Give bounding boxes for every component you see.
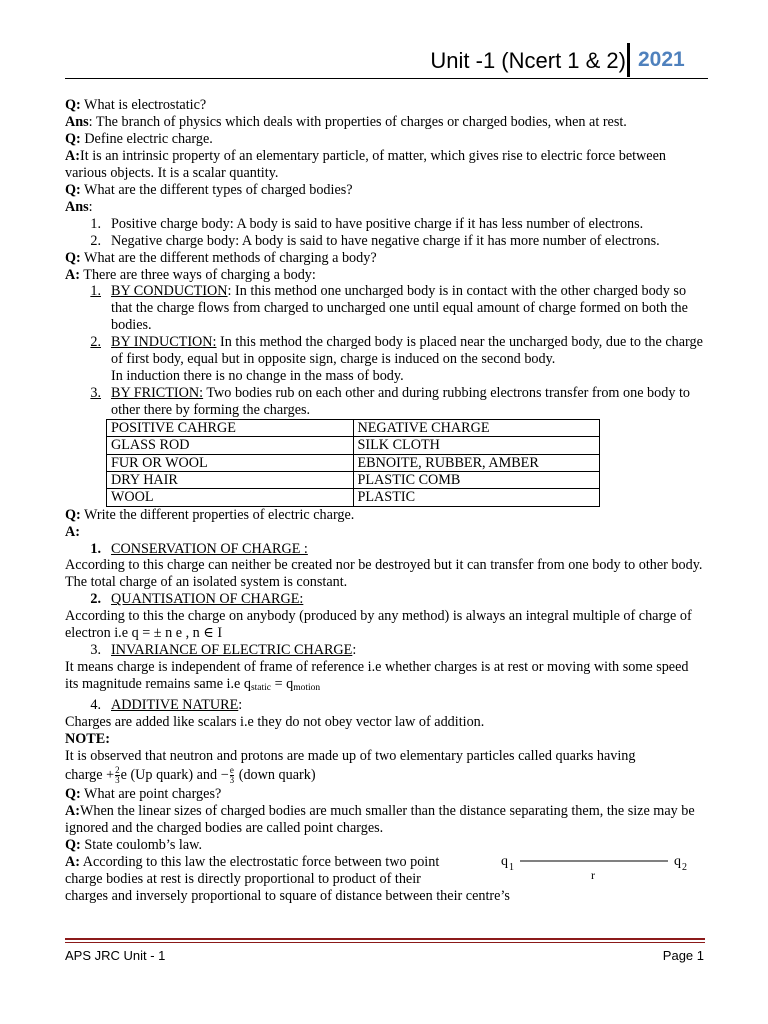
question-2: [65, 131, 705, 148]
method-title: BY INDUCTION:: [111, 334, 217, 351]
frac-num: e: [229, 765, 234, 776]
property-text: [65, 659, 705, 697]
quark-charges: [65, 765, 705, 786]
property-text: Charges are added like scalars i.e they do not obey vector law of addition.: [65, 714, 485, 731]
list-number: 1.: [90, 540, 101, 557]
table-row: [107, 437, 600, 454]
footer-left: APS JRC Unit - 1: [65, 948, 166, 963]
property-text: According to this charge can neither be created nor be destroyed but it can transfer from one body to other body. The total charge of an isolated system is constant.: [65, 557, 703, 591]
frac-den: 3: [115, 775, 120, 786]
list-item: [65, 233, 705, 250]
q-text: State coulomb’s law.: [80, 836, 202, 853]
frac-den: 3: [229, 775, 235, 786]
q-label: Q:: [65, 785, 81, 802]
list-item: [65, 283, 705, 334]
footer-rule-thin: [65, 942, 705, 943]
list-item: [65, 334, 705, 385]
q-label: Q:: [65, 130, 81, 147]
q1-subscript: 1: [509, 861, 514, 873]
q2-subscript: 2: [682, 861, 687, 873]
answer-line: charge bodies at rest is directly proportional to product of their: [65, 870, 421, 887]
a-label: A:: [65, 853, 80, 870]
table-cell: SILK CLOTH: [353, 437, 600, 454]
answer-1: [65, 114, 705, 131]
note-text: It is observed that neutron and protons are made up of two elementary particles called quarks having: [65, 747, 636, 764]
page-header: [0, 40, 768, 80]
q-text: What are point charges?: [80, 785, 222, 802]
a-label: A:: [65, 802, 80, 819]
property-colon: :: [238, 697, 243, 714]
header-divider: [627, 43, 630, 77]
property-heading: [65, 697, 705, 714]
charge-types-list: [65, 216, 705, 250]
list-number: 4.: [90, 697, 101, 714]
table-row: [107, 454, 600, 471]
table-cell: EBNOITE, RUBBER, AMBER: [353, 454, 600, 471]
property-heading: [65, 642, 705, 659]
table-header: POSITIVE CAHRGE: [107, 420, 354, 437]
table-header-row: [107, 420, 600, 437]
q-text: Define electric charge.: [80, 130, 213, 147]
a-colon: :: [88, 198, 93, 215]
answer-line: charges and inversely proportional to square of distance between their centre’s: [65, 887, 510, 904]
table-cell: DRY HAIR: [107, 472, 354, 489]
header-rule: [65, 78, 708, 79]
list-item: [65, 216, 705, 233]
a-text: : The branch of physics which deals with properties of charges or charged bodies, when at rest.: [88, 113, 627, 130]
q-text: Write the different properties of electric charge.: [80, 506, 355, 523]
a-label: Ans: [65, 113, 89, 130]
property-heading: [65, 591, 705, 608]
fraction-up: [115, 766, 120, 785]
list-number: 2.: [90, 591, 101, 608]
subscript-static: static: [250, 683, 272, 694]
property-colon: :: [352, 642, 357, 659]
question-point: [65, 786, 705, 803]
property-title: CONSERVATION OF CHARGE :: [111, 540, 308, 557]
property-title: QUANTISATION OF CHARGE:: [111, 591, 304, 608]
method-extra: In induction there is no change in the mass of body.: [111, 368, 404, 385]
method-text: Two bodies rub on each other and during rubbing electrons transfer from one body to other there by forming the charges.: [111, 385, 690, 419]
property-text-body: It means charge is independent of frame of reference i.e whether charges is at rest or moving with some speed its magnitude remains same i.e q: [65, 659, 689, 693]
list-number: 2.: [90, 334, 101, 351]
property-title: INVARIANCE OF ELECTRIC CHARGE: [111, 642, 353, 659]
subscript-motion: motion: [293, 683, 321, 694]
answer-3: [65, 199, 705, 216]
a-label: A:: [65, 147, 80, 164]
q2-label: q: [674, 853, 681, 869]
q-text: What are the different methods of charging a body?: [80, 249, 377, 266]
method-title: BY FRICTION:: [111, 385, 204, 402]
property-text: According to this the charge on anybody (produced by any method) is always an integral multiple of charge of electron i.e q = ± n e , n ∈ I: [65, 608, 692, 642]
a-text: It is an intrinsic property of an elementary particle, of matter, which gives rise to electric force between various objects. It is a scalar quantity.: [65, 147, 666, 181]
a-label: Ans: [65, 198, 89, 215]
answer-point: [65, 803, 705, 837]
q-label: Q:: [65, 836, 81, 853]
point-charges-diagram: [500, 852, 700, 888]
fraction-down: [230, 766, 235, 785]
list-number: 2.: [90, 232, 101, 249]
q-label: Q:: [65, 249, 81, 266]
charging-methods-list: [65, 283, 705, 419]
header-title: Unit -1 (Ncert 1 & 2): [430, 48, 626, 73]
q-label: Q:: [65, 506, 81, 523]
property-title-wrap: [111, 642, 705, 659]
a-text: According to this law the electrostatic force between two point: [79, 853, 440, 870]
property-heading: [65, 541, 705, 558]
table-cell: WOOL: [107, 489, 354, 506]
q-label: Q:: [65, 181, 81, 198]
table-row: [107, 489, 600, 506]
list-text: [111, 334, 705, 385]
list-text: Negative charge body: A body is said to have negative charge if it has more number of electrons.: [111, 232, 660, 249]
down-text: (down quark): [235, 766, 316, 783]
page-number: Page 1: [662, 948, 704, 963]
list-number: 1.: [90, 215, 101, 232]
question-properties: [65, 507, 705, 524]
list-text: [111, 385, 705, 419]
list-number: 1.: [90, 283, 101, 300]
q-text: What is electrostatic?: [80, 97, 207, 113]
property-title-wrap: [111, 697, 705, 714]
list-number: 3.: [90, 385, 101, 402]
page-content: [65, 97, 705, 905]
list-number: 3.: [90, 642, 101, 659]
charge-prefix: charge +: [65, 766, 115, 783]
a-label: A:: [65, 266, 80, 283]
up-text: e (Up quark) and −: [120, 766, 229, 783]
table-row: [107, 472, 600, 489]
table-cell: FUR OR WOOL: [107, 454, 354, 471]
table-cell: PLASTIC: [353, 489, 600, 506]
method-text: In this method the charged body is placed near the uncharged body, due to the charge of first body, equal but in opposite sign, charge is induced on the second body.: [111, 334, 703, 368]
q-label: Q:: [65, 97, 81, 113]
header-year: 2021: [638, 48, 685, 71]
question-1: [65, 97, 705, 114]
property-title: ADDITIVE NATURE: [111, 697, 239, 714]
r-label: r: [591, 867, 595, 882]
list-text: Positive charge body: A body is said to have positive charge if it has less number of electrons.: [111, 215, 644, 232]
list-item: [65, 385, 705, 419]
frac-num: 2: [115, 765, 120, 776]
a-text: There are three ways of charging a body:: [79, 266, 316, 283]
question-3: [65, 182, 705, 199]
table-header: NEGATIVE CHARGE: [353, 420, 600, 437]
a-text: When the linear sizes of charged bodies are much smaller than the distance separating them, the size may be ignored and the charged bodies are called point charges.: [65, 802, 695, 836]
equals: = q: [271, 676, 294, 693]
q1-label: q: [501, 853, 508, 869]
coulomb-answer: [65, 854, 705, 905]
list-text: [111, 283, 705, 334]
q-text: What are the different types of charged bodies?: [80, 181, 353, 198]
answer-4: [65, 267, 705, 284]
note-label: NOTE:: [65, 730, 110, 747]
method-text: : In this method one uncharged body is in contact with the other charged body so that the charge flows from charged to uncharged one until equal amount of charge formed on both the bodies.: [111, 283, 688, 334]
question-4: [65, 250, 705, 267]
a-label: A:: [65, 523, 80, 540]
table-cell: GLASS ROD: [107, 437, 354, 454]
method-title: BY CONDUCTION: [111, 283, 228, 300]
table-cell: PLASTIC COMB: [353, 472, 600, 489]
footer-rule: [65, 938, 705, 940]
answer-2: [65, 148, 705, 182]
charge-table: [106, 419, 600, 506]
